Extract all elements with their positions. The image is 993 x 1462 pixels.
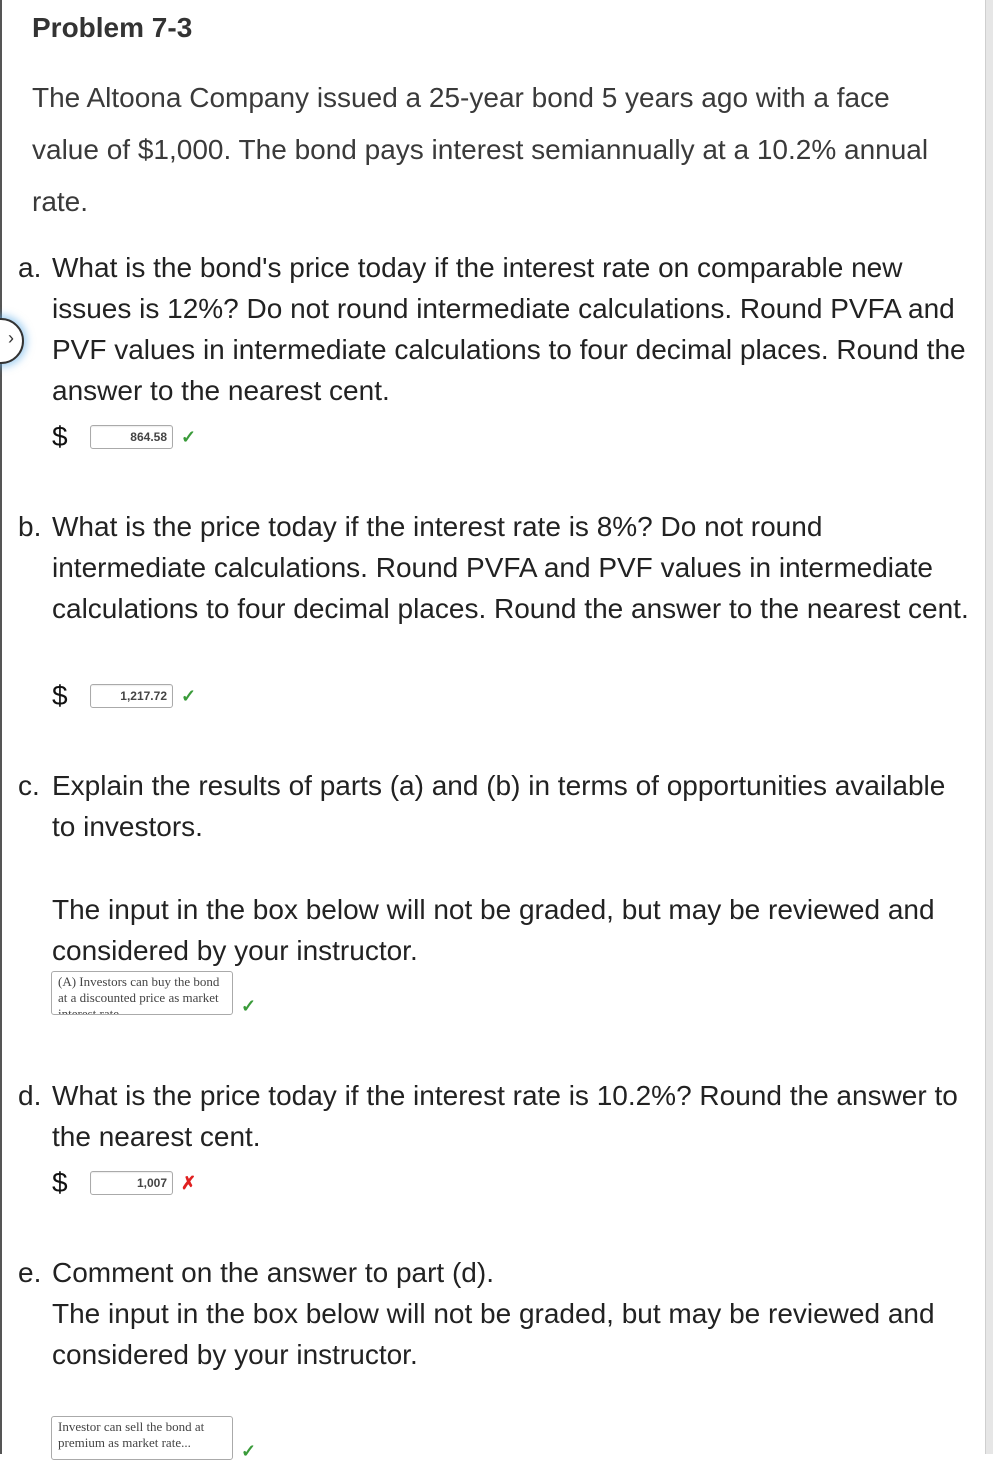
cross-icon: ✗: [181, 1172, 197, 1193]
currency-symbol: $: [52, 421, 68, 452]
question-d-text: What is the price today if the interest rate is 10.2%? Round the answer to the nearest cent.: [52, 1080, 958, 1152]
answer-c-textarea[interactable]: [51, 971, 233, 1015]
answer-b-row: [52, 681, 196, 711]
chevron-right-icon: ›: [8, 328, 14, 348]
currency-symbol: $: [52, 1167, 68, 1198]
left-border: [0, 0, 2, 1454]
answer-e-row: [51, 1416, 256, 1460]
answer-e-textarea[interactable]: [51, 1416, 233, 1460]
scrollbar[interactable]: [985, 0, 993, 1454]
problem-title: Problem 7-3: [32, 12, 193, 43]
answer-a-input[interactable]: [90, 425, 173, 449]
answer-a-row: [52, 422, 196, 452]
problem-intro: The Altoona Company issued a 25-year bond 5 years ago with a face value of $1,000. The bond pays interest semiannually at a 10.2% annual rate.: [32, 82, 929, 217]
question-a: [18, 247, 973, 411]
question-e-note: The input in the box below will not be graded, but may be reviewed and considered by your instructor.: [52, 1298, 935, 1370]
check-icon: ✓: [181, 685, 197, 706]
question-d-label: d.: [18, 1080, 42, 1111]
question-b: [18, 506, 973, 629]
question-e-text: Comment on the answer to part (d).: [52, 1257, 494, 1288]
check-icon: ✓: [181, 426, 197, 447]
question-b-label: b.: [18, 511, 42, 542]
question-c-note: The input in the box below will not be graded, but may be reviewed and considered by your instructor.: [52, 894, 935, 966]
question-a-text: What is the bond's price today if the interest rate on comparable new issues is 12%? Do not round intermediate calculations. Round PVFA and PVF values in intermediate calculations to four decimal places. Round the answer to the nearest cent.: [52, 252, 966, 406]
question-c: [18, 765, 973, 847]
answer-c-row: [51, 971, 256, 1015]
question-b-text: What is the price today if the interest rate is 8%? Do not round intermediate calculations. Round PVFA and PVF values in intermediate calculations to four decimal places. Round the answer to the nearest cent.: [52, 511, 969, 624]
question-e: [18, 1252, 973, 1293]
check-icon: ✓: [241, 1441, 257, 1461]
currency-symbol: $: [52, 680, 68, 711]
question-c-text: Explain the results of parts (a) and (b) in terms of opportunities available to investors.: [52, 770, 946, 842]
answer-b-input[interactable]: [90, 684, 173, 708]
check-icon: ✓: [241, 996, 257, 1016]
answer-d-row: [52, 1168, 196, 1198]
question-e-label: e.: [18, 1257, 42, 1288]
question-c-label: c.: [18, 770, 40, 801]
question-a-label: a.: [18, 252, 42, 283]
answer-d-input[interactable]: [90, 1171, 173, 1195]
question-d: [18, 1075, 973, 1157]
